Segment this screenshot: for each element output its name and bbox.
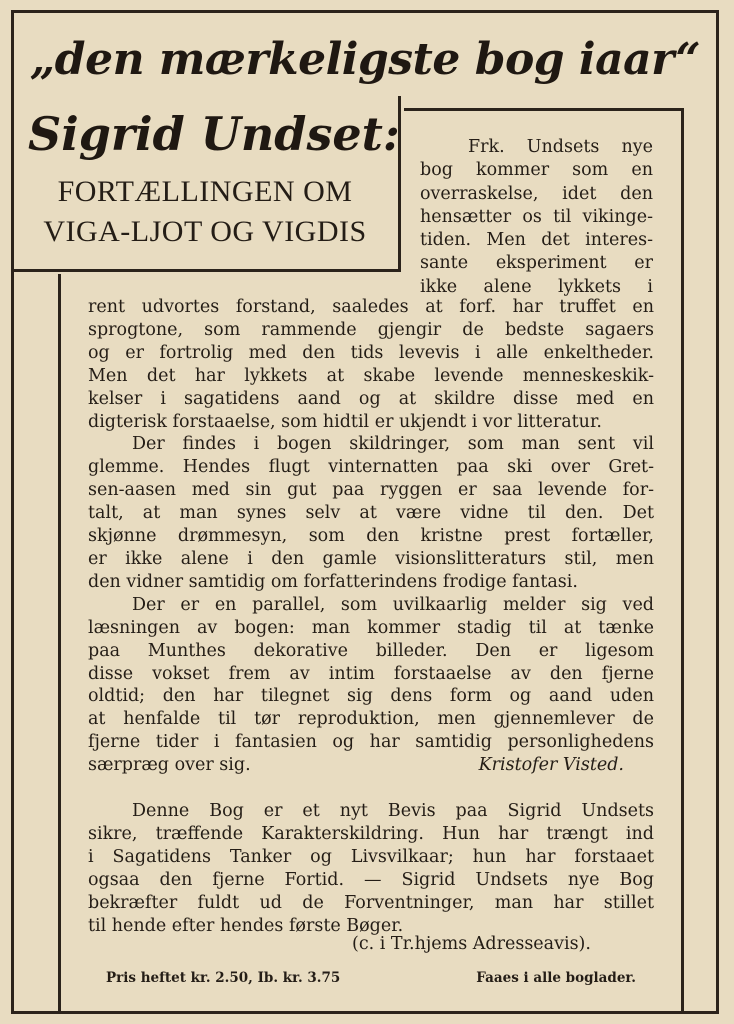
text-line: bekræfter fuldt ud de Forventninger, man har stillet	[88, 892, 654, 913]
text-line: sprogtone, som rammende gjengir de bedste sagaers	[88, 319, 654, 340]
text-line: ogsaa den fjerne Fortid. — Sigrid Undsets nye Bog	[88, 869, 654, 890]
text-line: fjerne tider i fantasien og har samtidig personlighedens	[88, 732, 654, 753]
text-line: og er fortrolig med den tids levevis i alle enkeltheder.	[88, 342, 654, 363]
text-line: den vidner samtidig om forfatterindens frodige fantasi.	[88, 571, 578, 592]
footer	[106, 970, 636, 986]
review-opening	[420, 136, 653, 299]
text-line: læsningen av bogen: man kommer stadig til at tænke	[88, 617, 654, 638]
text-line: særpræg over sig.	[88, 755, 251, 776]
text-line: tiden. Men det interes-	[420, 230, 653, 251]
author-name: Sigrid Undset:	[28, 107, 400, 161]
text-line: sante eksperiment er	[420, 253, 653, 274]
text-line: sikre, træffende Karakterskildring. Hun har trængt ind	[88, 823, 654, 844]
book-title-line: VIGA-LJOT OG VIGDIS	[43, 215, 367, 248]
text-line: glemme. Hendes flugt vinternatten paa ski over Gret-	[88, 457, 654, 478]
source-citation: (c. i Tr.hjems Adresseavis).	[352, 934, 591, 954]
text-line: at henfalde til tør reproduktion, men gjennemlever de	[88, 709, 654, 730]
text-line: skjønne drømmesyn, som den kristne prest fortæller,	[88, 526, 654, 547]
text-line: Men det har lykkets at skabe levende menneskeskik-	[88, 365, 654, 386]
text-line: Der er en parallel, som uvilkaarlig melder sig ved	[132, 594, 654, 615]
text-line: kelser i sagatidens aand og at skildre disse med en	[88, 388, 654, 409]
text-line: sen-aasen med sin gut paa ryggen er saa levende for-	[88, 480, 654, 501]
headline-quote: „den mærkeligste bog iaar“	[30, 34, 701, 85]
text-line: hensætter os til vikinge-	[420, 206, 653, 227]
text-line: talt, at man synes selv at være vidne til den. Det	[88, 503, 654, 524]
review-body	[88, 296, 654, 777]
text-line: paa Munthes dekorative billeder. Den er ligesom	[88, 640, 654, 661]
reviewer-signature: Kristofer Visted.	[478, 755, 624, 776]
availability-info: Faaes i alle boglader.	[476, 970, 636, 986]
book-title	[18, 172, 392, 252]
text-line: disse vokset frem av intim forstaaelse av den fjerne	[88, 663, 654, 684]
text-line: bog kommer som en	[420, 160, 653, 181]
text-line: er ikke alene i den gamle visionslitteraturs stil, men	[88, 548, 654, 569]
text-line: til hende efter hendes første Bøger.	[88, 915, 404, 936]
price-info: Pris heftet kr. 2.50, Ib. kr. 3.75	[106, 970, 341, 986]
text-line: Frk. Undsets nye	[468, 137, 653, 157]
text-line: digterisk forstaaelse, som hidtil er ukjendt i vor litteratur.	[88, 411, 602, 432]
second-review	[88, 800, 654, 937]
text-line: ikke alene lykkets i	[420, 276, 653, 297]
text-line: Denne Bog er et nyt Bevis paa Sigrid Undsets	[132, 801, 654, 821]
signature-line	[88, 754, 654, 777]
text-line: Der findes i bogen skildringer, som man sent vil	[132, 434, 654, 455]
text-line: rent udvortes forstand, saaledes at forf. har truffet en	[88, 297, 654, 317]
text-line: oldtid; den har tilegnet sig dens form og aand uden	[88, 686, 654, 707]
text-line: overraskelse, idet den	[420, 183, 653, 204]
book-title-line: FORTÆLLINGEN OM	[57, 175, 353, 208]
text-line: i Sagatidens Tanker og Livsvilkaar; hun har forstaaet	[88, 846, 654, 867]
